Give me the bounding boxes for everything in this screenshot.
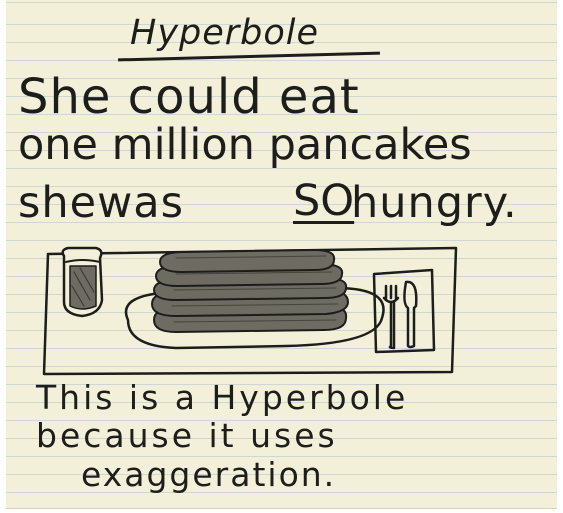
lined-paper [6, 0, 557, 509]
sentence-line-3-end: hungry. [351, 178, 518, 228]
syrup-bottle-icon [63, 248, 102, 316]
sentence-line-3-start: shewas [18, 178, 185, 228]
explanation-line-1: This is a Hyperbole [36, 378, 409, 417]
pancake-drawing [36, 236, 466, 376]
fork-icon [384, 286, 398, 348]
knife-icon [404, 282, 416, 347]
title-underline [118, 52, 380, 62]
explanation-line-2: because it uses [36, 416, 338, 455]
sentence-line-2: one million pancakes [18, 120, 472, 170]
explanation-line-3: exaggeration. [81, 455, 337, 494]
page-title: Hyperbole [130, 13, 320, 53]
pancake-stack [152, 250, 348, 332]
sentence-line-1: She could eat [18, 69, 360, 125]
sentence-line-3 [18, 178, 185, 228]
emphasized-word: SO [293, 176, 355, 226]
